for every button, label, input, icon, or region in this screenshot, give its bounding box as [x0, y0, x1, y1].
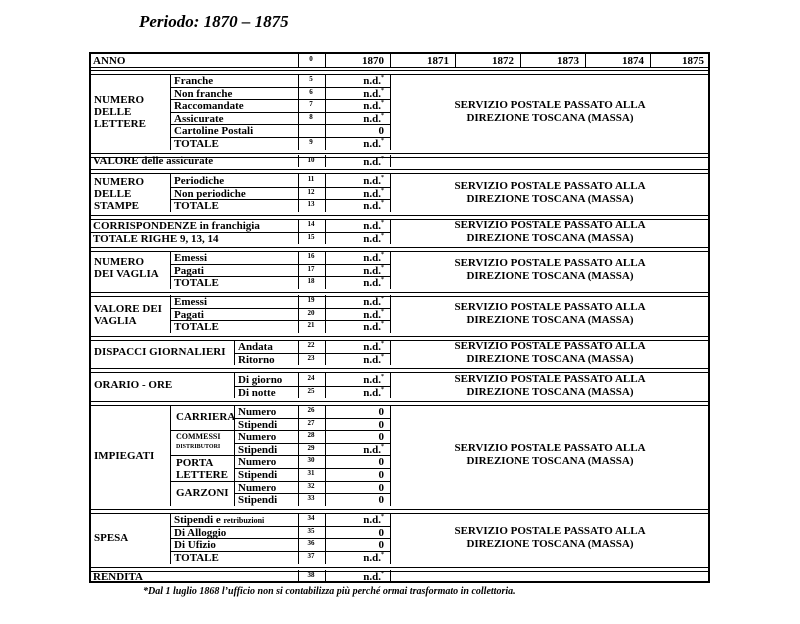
row-code: 11 [307, 175, 315, 183]
row-value: n.d.* [363, 264, 384, 277]
section-rule [89, 169, 710, 170]
row-label: TOTALE [174, 321, 219, 334]
row-value: n.d.* [363, 277, 384, 290]
section-rule [89, 153, 710, 154]
row-label: Stipendi [238, 443, 278, 456]
row-code: 36 [307, 539, 315, 548]
note-marker: * [381, 341, 384, 347]
row-code: 10 [307, 156, 315, 164]
row-value: n.d.* [363, 341, 384, 353]
row-code: 28 [307, 431, 315, 440]
section-rule [89, 368, 710, 369]
section-rule [89, 247, 710, 248]
section-rule [89, 405, 710, 406]
section-rule [89, 571, 710, 572]
row-value: n.d.* [363, 552, 384, 565]
row-code: 6 [309, 87, 313, 96]
row-label-detail: retribuzioni [223, 516, 265, 525]
header-year: 1873 [557, 55, 579, 67]
row-label: Pagati [174, 308, 204, 321]
row-code: 18 [307, 277, 315, 286]
row-value: n.d.* [363, 175, 384, 187]
note-marker: * [381, 75, 384, 81]
column-rule [325, 54, 326, 67]
row-value: 0 [378, 481, 384, 494]
row-code: 5 [309, 75, 313, 83]
service-note: SERVIZIO POSTALE PASSATO ALLA DIREZIONE TOSCANA (MASSA) [454, 339, 646, 365]
row-label: Stipendi [238, 418, 278, 431]
column-rule [170, 251, 171, 289]
note-marker: * [381, 308, 384, 315]
header-year: 1870 [362, 55, 384, 67]
column-rule [390, 155, 391, 167]
service-note: SERVIZIO POSTALE PASSATO ALLA DIREZIONE TOSCANA (MASSA) [454, 98, 646, 124]
column-rule [390, 54, 391, 67]
row-label: TOTALE [174, 552, 219, 565]
row-code: 0 [309, 55, 313, 63]
row-value: 0 [378, 469, 384, 481]
column-rule [298, 174, 299, 212]
row-label: Emessi [174, 252, 207, 264]
column-rule [520, 54, 521, 67]
row-label: Raccomandate [174, 100, 244, 113]
row-label: TOTALE [174, 138, 219, 150]
row-value: n.d.* [363, 296, 384, 308]
group-label: DISPACCI GIORNALIERI [94, 346, 226, 358]
column-rule [298, 251, 299, 289]
note-marker: * [381, 386, 384, 393]
row-code: 21 [307, 321, 315, 330]
row-code: 26 [307, 406, 315, 414]
column-rule [298, 570, 299, 582]
row-value: 0 [378, 539, 384, 552]
header-year: 1874 [622, 55, 644, 67]
row-value: n.d.* [363, 138, 384, 150]
sub-group-label: CARRIERA [176, 411, 236, 423]
row-code: 12 [307, 187, 315, 196]
column-rule [170, 174, 171, 212]
row-value: 0 [378, 418, 384, 431]
sub-group-label: GARZONI [176, 487, 229, 499]
sub-group-label: COMMESSI DISTRIBUTORI [176, 432, 221, 450]
row-value: n.d.* [363, 514, 384, 526]
note-marker: * [381, 277, 384, 284]
row-label: RENDITA [93, 571, 143, 583]
note-marker: * [381, 232, 384, 239]
row-value: n.d.* [363, 75, 384, 87]
group-label: NUMERO DEI VAGLIA [94, 256, 159, 280]
row-code: 33 [307, 494, 315, 503]
row-value: n.d.* [363, 187, 384, 200]
row-code: 8 [309, 112, 313, 121]
group-label: SPESA [94, 532, 129, 544]
section-rule [89, 336, 710, 337]
row-value: 0 [378, 431, 384, 444]
section-rule [89, 509, 710, 510]
row-code: 14 [307, 220, 315, 228]
row-label: Numero [238, 456, 277, 469]
row-label: Numero [238, 431, 277, 444]
row-value: 0 [378, 526, 384, 539]
row-value: n.d.* [363, 87, 384, 100]
column-rule [170, 295, 171, 333]
header-label: ANNO [93, 55, 126, 67]
page-title: Periodo: 1870 – 1875 [139, 12, 289, 31]
note-marker: * [381, 374, 384, 380]
row-value: 0 [378, 125, 384, 138]
row-label: Emessi [174, 296, 207, 308]
row-code: 29 [307, 443, 315, 452]
service-note: SERVIZIO POSTALE PASSATO ALLA DIREZIONE TOSCANA (MASSA) [454, 180, 646, 206]
row-value: n.d.* [363, 112, 384, 125]
row-label: Ritorno [238, 353, 275, 366]
row-label: Numero [238, 406, 277, 418]
group-label: NUMERO DELLE STAMPE [94, 176, 145, 212]
row-label: TOTALE [174, 277, 219, 290]
header-year: 1872 [492, 55, 514, 67]
row-label: Cartoline Postali [174, 125, 254, 138]
row-label: Di giorno [238, 374, 283, 386]
row-code: 17 [307, 264, 315, 273]
row-value: 0 [378, 494, 384, 507]
row-code: 27 [307, 418, 315, 427]
header-year: 1871 [427, 55, 449, 67]
service-note: SERVIZIO POSTALE PASSATO ALLA DIREZIONE TOSCANA (MASSA) [454, 301, 646, 327]
row-label: Di Alloggio [174, 526, 227, 539]
column-rule [585, 54, 586, 67]
service-note: SERVIZIO POSTALE PASSATO ALLA DIREZIONE TOSCANA (MASSA) [454, 442, 646, 468]
row-value: n.d.* [363, 220, 384, 232]
service-note: SERVIZIO POSTALE PASSATO ALLA DIREZIONE TOSCANA (MASSA) [454, 372, 646, 398]
row-code: 20 [307, 308, 315, 317]
note-marker: * [381, 200, 384, 207]
section-rule [89, 215, 710, 216]
note-marker: * [381, 296, 384, 302]
row-rule [89, 67, 710, 68]
row-label: Andata [238, 341, 273, 353]
note-marker: * [381, 87, 384, 94]
note-marker: * [381, 187, 384, 194]
row-label: Non periodiche [174, 187, 246, 200]
row-value: n.d.* [363, 100, 384, 113]
note-marker: * [381, 175, 384, 181]
column-rule [650, 54, 651, 67]
note-marker: * [381, 552, 384, 559]
row-value: n.d.* [363, 308, 384, 321]
row-code: 34 [307, 514, 315, 522]
note-marker: * [381, 156, 384, 162]
header-year: 1875 [682, 55, 704, 67]
note-marker: * [381, 514, 384, 520]
note-marker: * [381, 112, 384, 119]
note-marker: * [381, 100, 384, 107]
row-code: 13 [307, 200, 315, 209]
row-label: Stipendi [238, 494, 278, 507]
row-label: Periodiche [174, 175, 225, 187]
sub-group-label: DISTRIBUTORI [176, 444, 221, 450]
section-rule [89, 401, 710, 402]
note-marker: * [381, 252, 384, 258]
row-value: 0 [378, 456, 384, 469]
row-code: 31 [307, 469, 315, 477]
row-code: 30 [307, 456, 315, 465]
row-code: 19 [307, 296, 315, 304]
row-label: Stipendi [238, 469, 278, 481]
section-rule [89, 292, 710, 293]
row-label: Assicurate [174, 112, 224, 125]
row-value: n.d.* [363, 321, 384, 334]
group-label: ORARIO - ORE [94, 379, 173, 391]
row-label: TOTALE [174, 200, 219, 213]
row-value: n.d.* [363, 386, 384, 399]
row-label: Stipendi e retribuzioni [174, 514, 265, 526]
row-code: 37 [307, 552, 315, 561]
row-code: 22 [307, 341, 315, 349]
column-rule [298, 54, 299, 67]
column-rule [298, 295, 299, 333]
note-marker: * [381, 321, 384, 328]
row-code: 38 [307, 571, 315, 579]
row-code: 24 [307, 374, 315, 382]
row-label: Di notte [238, 386, 276, 399]
row-code: 35 [307, 526, 315, 535]
group-label: IMPIEGATI [94, 450, 155, 462]
row-label: Franche [174, 75, 214, 87]
group-label: NUMERO DELLE LETTERE [94, 94, 146, 130]
row-code: 32 [307, 481, 315, 490]
row-value: n.d.* [363, 232, 384, 245]
row-value: n.d.* [363, 252, 384, 264]
row-label: TOTALE RIGHE 9, 13, 14 [93, 232, 219, 245]
group-label: VALORE DEI VAGLIA [94, 303, 162, 327]
row-value: n.d.* [363, 353, 384, 366]
row-code: 9 [309, 138, 313, 146]
service-note: SERVIZIO POSTALE PASSATO ALLA DIREZIONE TOSCANA (MASSA) [454, 257, 646, 283]
row-code: 23 [307, 353, 315, 362]
row-value: n.d.* [363, 374, 384, 386]
row-value: 0 [378, 406, 384, 418]
service-note: SERVIZIO POSTALE PASSATO ALLA DIREZIONE TOSCANA (MASSA) [454, 218, 646, 244]
row-code: 16 [307, 252, 315, 260]
row-label: Di Ufizio [174, 539, 216, 552]
row-label: CORRISPONDENZE in franchigia [93, 220, 260, 232]
row-value: n.d.* [363, 156, 384, 168]
section-rule [89, 173, 710, 174]
row-value: n.d.* [363, 200, 384, 213]
row-code: 15 [307, 232, 315, 241]
note-marker: * [381, 571, 384, 577]
column-rule [455, 54, 456, 67]
service-note: SERVIZIO POSTALE PASSATO ALLA DIREZIONE TOSCANA (MASSA) [454, 525, 646, 551]
note-marker: * [381, 264, 384, 271]
column-rule [298, 155, 299, 167]
row-code: 25 [307, 386, 315, 395]
note-marker: * [381, 443, 384, 450]
row-label: VALORE delle assicurate [93, 155, 214, 167]
row-label: Non franche [174, 87, 233, 100]
section-rule [89, 567, 710, 568]
column-rule [390, 570, 391, 582]
sub-group-label: PORTA LETTERE [176, 457, 228, 481]
row-value: n.d.* [363, 571, 384, 583]
section-rule [89, 70, 710, 71]
row-code: 7 [309, 100, 313, 109]
row-label: Numero [238, 481, 277, 494]
row-value: n.d.* [363, 443, 384, 456]
footnote: *Dal 1 luglio 1868 l’ufficio non si contabilizza più perché ormai trasformato in collettoria. [143, 586, 516, 597]
note-marker: * [381, 353, 384, 360]
note-marker: * [381, 138, 384, 144]
row-label: Pagati [174, 264, 204, 277]
note-marker: * [381, 220, 384, 226]
